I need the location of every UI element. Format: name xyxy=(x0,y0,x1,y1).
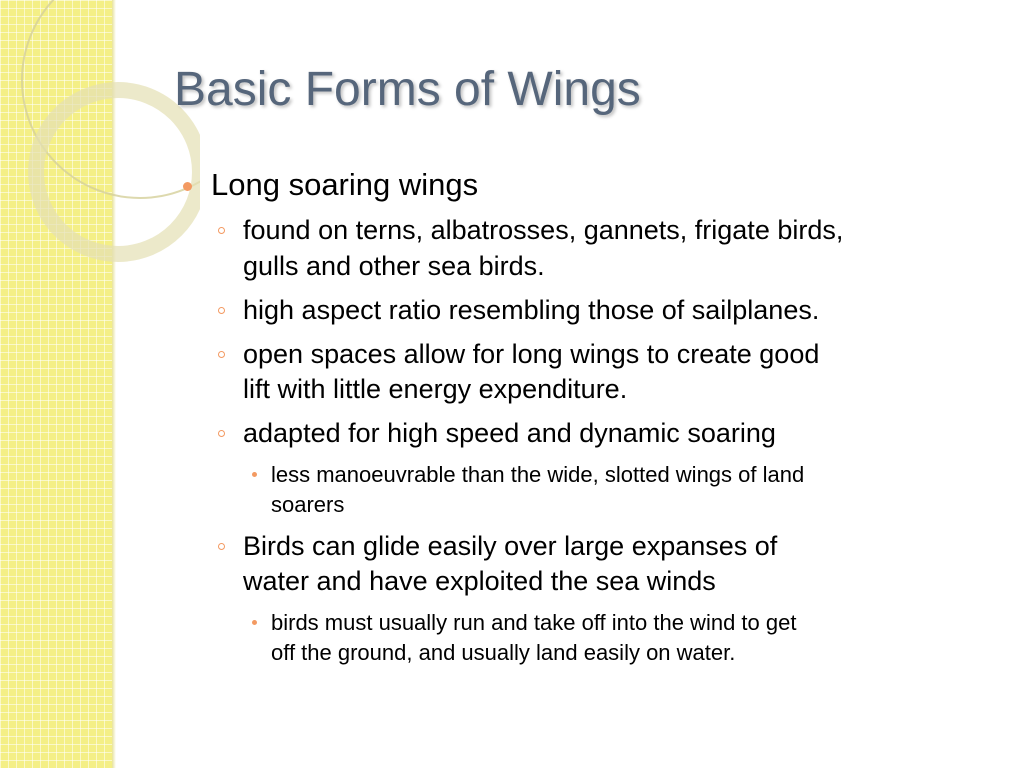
sub-point-text: off the ground, and usually land easily on water. xyxy=(271,640,736,665)
bullet-heading: Long soaring wings xyxy=(211,167,479,202)
bullet-dot-icon xyxy=(183,182,192,191)
slide-title: Basic Forms of Wings xyxy=(174,63,641,116)
point-text: lift with little energy expenditure. xyxy=(243,374,628,404)
bullet-ring-icon xyxy=(218,430,225,437)
bullet-ring-icon xyxy=(218,227,225,234)
bullet-small-icon xyxy=(252,472,257,477)
sub-point-text: birds must usually run and take off into the wind to get xyxy=(271,610,797,635)
point-text: Birds can glide easily over large expanses of xyxy=(243,531,778,561)
bullet-ring-icon xyxy=(218,307,225,314)
bullet-small-icon xyxy=(252,620,257,625)
sub-point-text: soarers xyxy=(271,492,345,517)
point-text: found on terns, albatrosses, gannets, frigate birds, xyxy=(243,215,844,245)
bullet-ring-icon xyxy=(218,543,225,550)
point-text: high aspect ratio resembling those of sailplanes. xyxy=(243,295,820,325)
bullet-ring-icon xyxy=(218,351,225,358)
point-text: gulls and other sea birds. xyxy=(243,251,545,281)
point-text: water and have exploited the sea winds xyxy=(243,566,716,596)
point-text: adapted for high speed and dynamic soaring xyxy=(243,418,776,448)
point-text: open spaces allow for long wings to create good xyxy=(243,339,820,369)
sub-point-text: less manoeuvrable than the wide, slotted wings of land xyxy=(271,462,805,487)
